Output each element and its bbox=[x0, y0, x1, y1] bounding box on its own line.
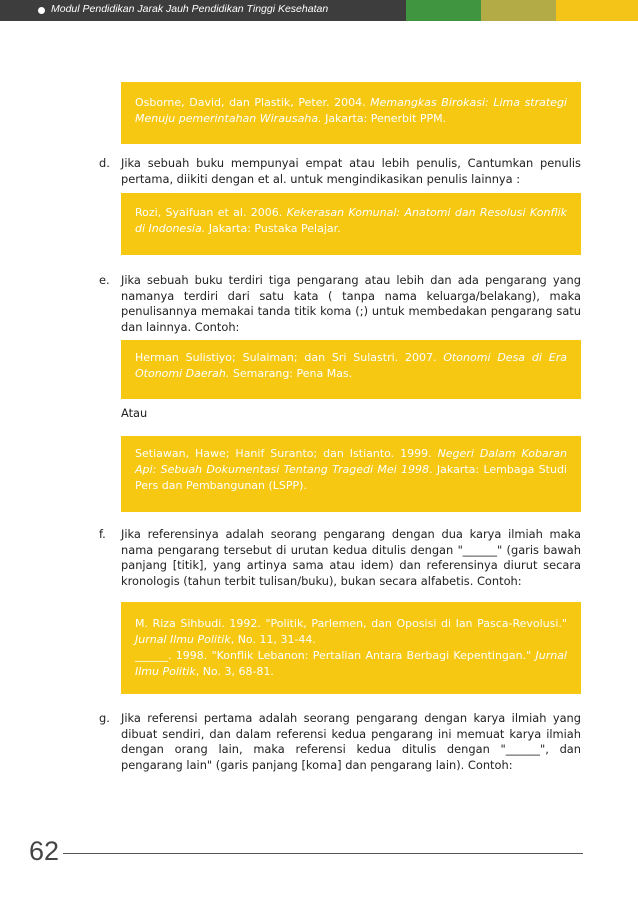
example-f1-authors: M. Riza Sihbudi. 1992. "Politik, Parlemen, dan Oposisi di Ian Pasca-Revolusi." bbox=[135, 617, 567, 630]
example-box-c bbox=[121, 82, 581, 144]
page-number: 62 bbox=[29, 836, 60, 866]
header-yellow-block bbox=[556, 0, 638, 21]
bullet-dot-icon bbox=[38, 7, 45, 14]
example-d-publisher: Jakarta: Pustaka Pelajar. bbox=[205, 222, 341, 235]
header-dark-block bbox=[0, 0, 406, 21]
list-item-text: Jika sebuah buku terdiri tiga pengarang atau lebih dan ada pengarang yang namanya terdiri dari satu kata ( tanpa nama keluarga/belakang), maka penulisannya memakai tanda titik koma (;) untuk membedakan pengarang satu dan lainnya. Contoh: bbox=[121, 273, 581, 334]
list-marker: d. bbox=[99, 156, 110, 170]
example-box-e2 bbox=[121, 436, 581, 512]
page-header bbox=[0, 0, 638, 21]
example-f1-journal: Jurnal Ilmu Politik bbox=[135, 633, 231, 646]
example-text-c bbox=[135, 95, 567, 127]
example-e2-authors: Setiawan, Hawe; Hanif Suranto; dan Istianto. 1999. bbox=[135, 447, 438, 460]
atau-label: Atau bbox=[121, 406, 148, 420]
list-marker: g. bbox=[99, 711, 110, 725]
list-marker: e. bbox=[99, 273, 110, 287]
example-e1-publisher: Semarang: Pena Mas. bbox=[229, 367, 353, 380]
example-d-title: Kekerasan Komunal: Anatomi dan Resolusi Konflik di Indonesia. bbox=[135, 206, 567, 235]
example-f1-issue: , No. 11, 31-44. bbox=[230, 633, 316, 646]
example-box-e1 bbox=[121, 340, 581, 399]
example-box-f bbox=[121, 602, 581, 694]
example-e2-title: Negeri Dalam Kobaran Api: Sebuah Dokumentasi Tentang Tragedi Mei 1998 bbox=[135, 447, 567, 476]
example-e2-publisher: . Jakarta: Lembaga Studi Pers dan Pembangunan (LSPP). bbox=[135, 463, 567, 492]
list-marker: f. bbox=[99, 527, 106, 541]
example-e1-title: Otonomi Desa di Era Otonomi Daerah. bbox=[135, 351, 567, 380]
example-f2-journal: Jurnal Ilmu Politik bbox=[135, 649, 567, 678]
header-green-block bbox=[406, 0, 481, 21]
list-item-e bbox=[99, 273, 581, 335]
list-item-text: Jika referensinya adalah seorang pengarang dengan dua karya ilmiah maka nama pengarang tersebut di urutan kedua ditulis dengan "______" (garis bawah panjang [titik], yang artinya sama atau idem) dan referensinya diurut secara kronologis (tahun terbit tulisan/buku), bukan secara alfabetis. Contoh: bbox=[121, 527, 581, 588]
list-item-d bbox=[99, 156, 581, 187]
example-text-e1 bbox=[135, 350, 567, 382]
list-item-f bbox=[99, 527, 581, 589]
example-f2-authors: ______. 1998. "Konflik Lebanon: Pertalian Antara Berbagi Kepentingan." bbox=[135, 649, 536, 662]
example-f2-issue: , No. 3, 68-81. bbox=[195, 665, 274, 678]
example-text-d bbox=[135, 205, 567, 237]
example-c-publisher: Jakarta: Penerbit PPM. bbox=[321, 112, 447, 125]
header-olive-block bbox=[481, 0, 556, 21]
list-item-text: Jika referensi pertama adalah seorang pengarang dengan karya ilmiah yang dibuat sendiri, dan dalam referensi kedua pengarang ini memuat karya ilmiah dengan orang lain, maka referensi kedua ditulis dengan "______", dan pengarang lain" (garis panjang [koma] dan pengarang lain). Contoh: bbox=[121, 711, 581, 772]
example-e1-authors: Herman Sulistiyo; Sulaiman; dan Sri Sulastri. 2007. bbox=[135, 351, 444, 364]
list-item-g bbox=[99, 711, 581, 773]
example-text-f-2 bbox=[135, 648, 567, 680]
header-title: Modul Pendidikan Jarak Jauh Pendidikan Tinggi Kesehatan bbox=[51, 3, 329, 15]
example-text-f-1 bbox=[135, 616, 567, 648]
example-box-d bbox=[121, 193, 581, 255]
example-d-authors: Rozi, Syaifuan et al. 2006. bbox=[135, 206, 287, 219]
example-c-authors: Osborne, David, dan Plastik, Peter. 2004. bbox=[135, 96, 371, 109]
footer-divider bbox=[63, 853, 583, 854]
list-item-text: Jika sebuah buku mempunyai empat atau lebih penulis, Cantumkan penulis pertama, diikiti dengan et al. untuk mengindikasikan penulis lainnya : bbox=[121, 156, 581, 186]
example-c-title: Memangkas Birokasi: Lima strategi Menuju pemerintahan Wirausaha. bbox=[135, 96, 567, 125]
example-text-e2 bbox=[135, 446, 567, 494]
